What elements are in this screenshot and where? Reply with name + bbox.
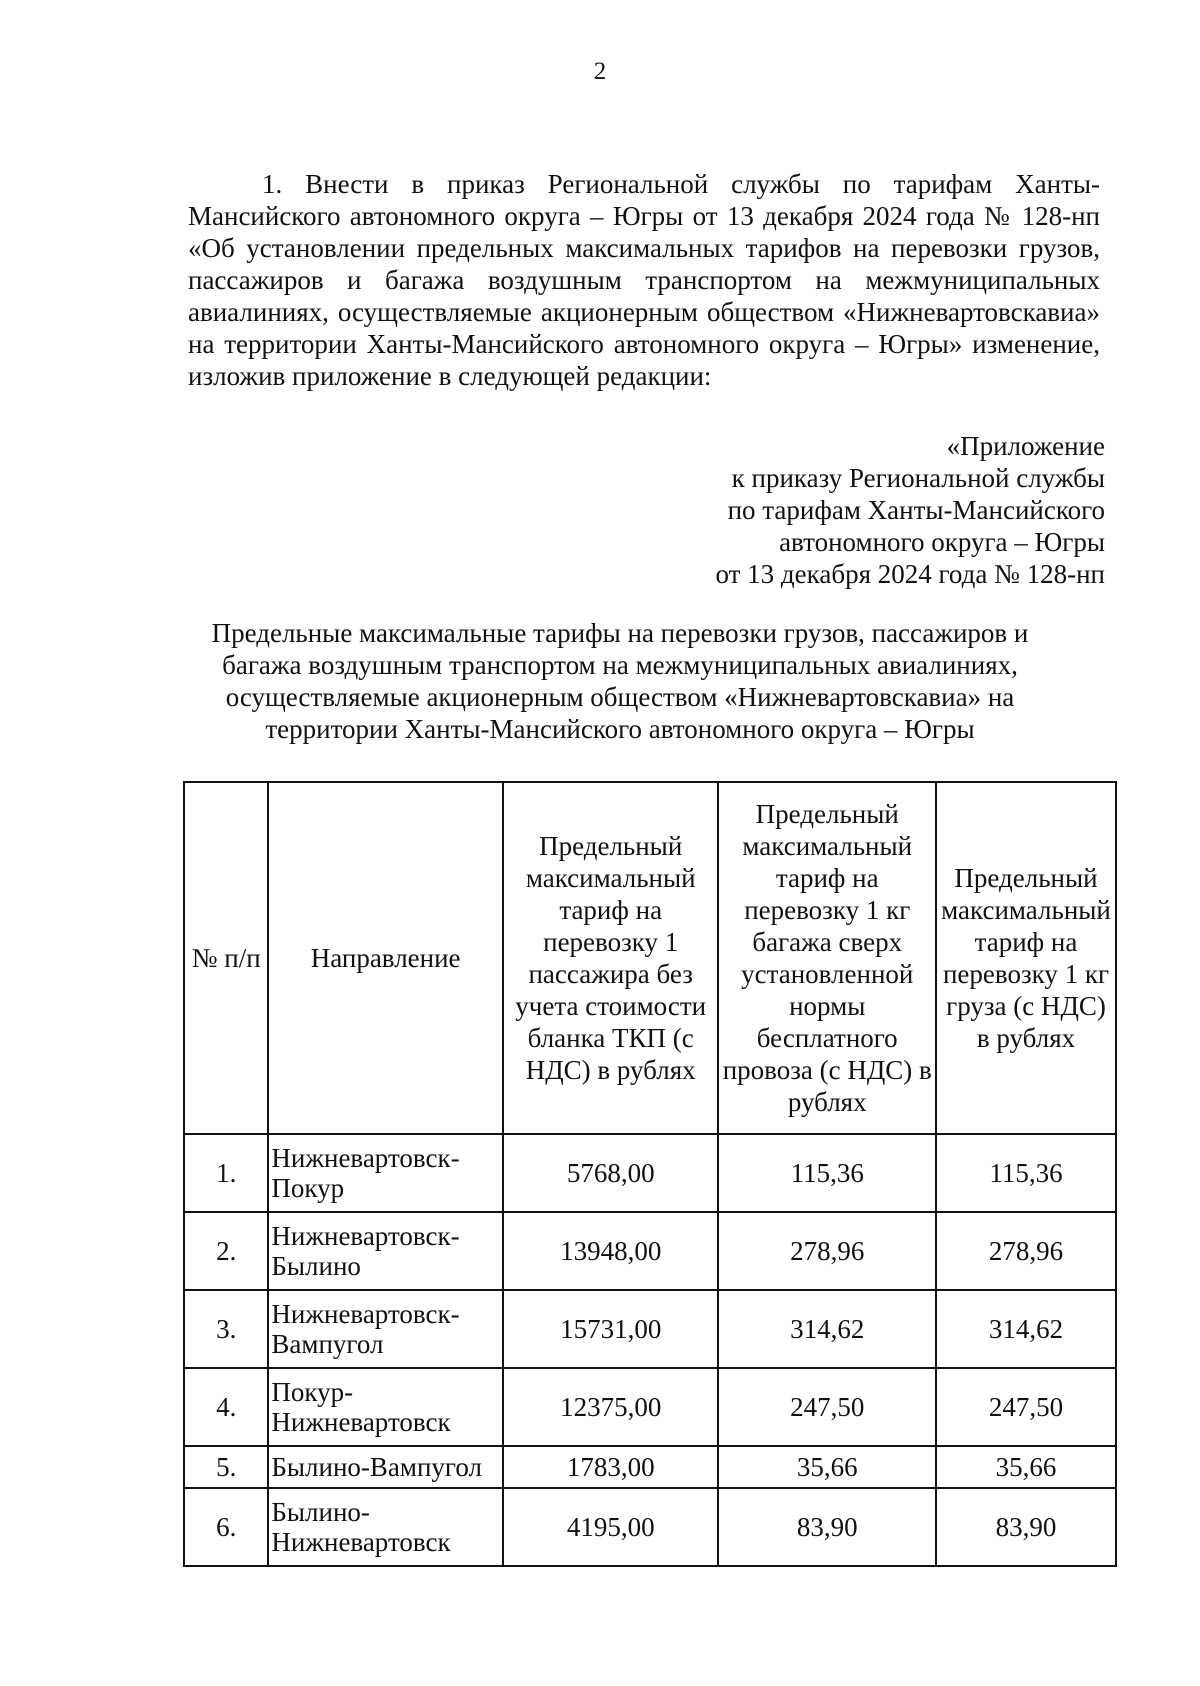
header-direction: Направление [268, 782, 503, 1134]
title-line: Предельные максимальные тарифы на перевозки грузов, пассажиров и [211, 618, 1029, 648]
appendix-header [715, 430, 1105, 590]
cell-passenger: 12375,00 [503, 1368, 719, 1446]
table-header-row [184, 782, 1116, 1134]
title-line: багажа воздушным транспортом на межмуниципальных авиалиниях, [222, 650, 1018, 680]
cell-cargo: 115,36 [936, 1134, 1116, 1212]
appendix-line: к приказу Региональной службы [731, 463, 1105, 493]
cell-passenger: 13948,00 [503, 1212, 719, 1290]
cell-direction: Былино-Вампугол [268, 1446, 503, 1488]
cell-passenger: 15731,00 [503, 1290, 719, 1368]
title-line: осуществляемые акционерным обществом «Нижневартовскавиа» на [225, 682, 1015, 712]
table-row [184, 1290, 1116, 1368]
cell-baggage: 278,96 [718, 1212, 936, 1290]
cell-cargo: 278,96 [936, 1212, 1116, 1290]
appendix-line: «Приложение [946, 431, 1105, 461]
cell-num: 3. [184, 1290, 268, 1368]
order-paragraph: 1. Внести в приказ Региональной службы по тарифам Ханты-Мансийского автономного округа – Югры от 13 декабря 2024 года № 128-нп «Об установлении предельных максимальных тарифов на перевозки грузов, пассажиров и багажа воздушным транспортом на межмуниципальных авиалиниях, осуществляемые акционерным обществом «Нижневартовскавиа» на территории Ханты-Мансийского автономного округа – Югры» изменение, изложив приложение в следующей редакции: [188, 169, 1100, 391]
cell-direction: Былино-Нижневартовск [268, 1488, 503, 1566]
cell-cargo: 314,62 [936, 1290, 1116, 1368]
table-row [184, 1446, 1116, 1488]
cell-passenger: 4195,00 [503, 1488, 719, 1566]
cell-baggage: 115,36 [718, 1134, 936, 1212]
cell-direction: Нижневартовск-Былино [268, 1212, 503, 1290]
table-row [184, 1488, 1116, 1566]
cell-baggage: 247,50 [718, 1368, 936, 1446]
cell-direction: Нижневартовск-Покур [268, 1134, 503, 1212]
cell-cargo: 83,90 [936, 1488, 1116, 1566]
cell-baggage: 314,62 [718, 1290, 936, 1368]
document-title [160, 617, 1080, 745]
table-row [184, 1134, 1116, 1212]
appendix-line: по тарифам Ханты-Мансийского [727, 495, 1105, 525]
appendix-line: автономного округа – Югры [779, 527, 1105, 557]
cell-passenger: 5768,00 [503, 1134, 719, 1212]
header-cargo-tariff: Предельный максимальный тариф на перевозку 1 кг груза (с НДС) в рублях [936, 782, 1116, 1134]
cell-baggage: 83,90 [718, 1488, 936, 1566]
table-row [184, 1368, 1116, 1446]
header-num: № п/п [184, 782, 268, 1134]
appendix-line: от 13 декабря 2024 года № 128-нп [715, 559, 1105, 589]
cell-cargo: 247,50 [936, 1368, 1116, 1446]
cell-direction: Покур-Нижневартовск [268, 1368, 503, 1446]
title-line: территории Ханты-Мансийского автономного округа – Югры [265, 714, 975, 744]
cell-passenger: 1783,00 [503, 1446, 719, 1488]
cell-num: 2. [184, 1212, 268, 1290]
cell-num: 4. [184, 1368, 268, 1446]
cell-num: 5. [184, 1446, 268, 1488]
cell-cargo: 35,66 [936, 1446, 1116, 1488]
page-number: 2 [593, 58, 607, 85]
cell-baggage: 35,66 [718, 1446, 936, 1488]
cell-num: 1. [184, 1134, 268, 1212]
header-baggage-tariff: Предельный максимальный тариф на перевозку 1 кг багажа сверх установленной нормы бесплатного провоза (с НДС) в рублях [718, 782, 936, 1134]
cell-num: 6. [184, 1488, 268, 1566]
header-passenger-tariff: Предельный максимальный тариф на перевозку 1 пассажира без учета стоимости бланка ТКП (с НДС) в рублях [503, 782, 719, 1134]
tariff-table [183, 781, 1117, 1567]
cell-direction: Нижневартовск-Вампугол [268, 1290, 503, 1368]
table-row [184, 1212, 1116, 1290]
